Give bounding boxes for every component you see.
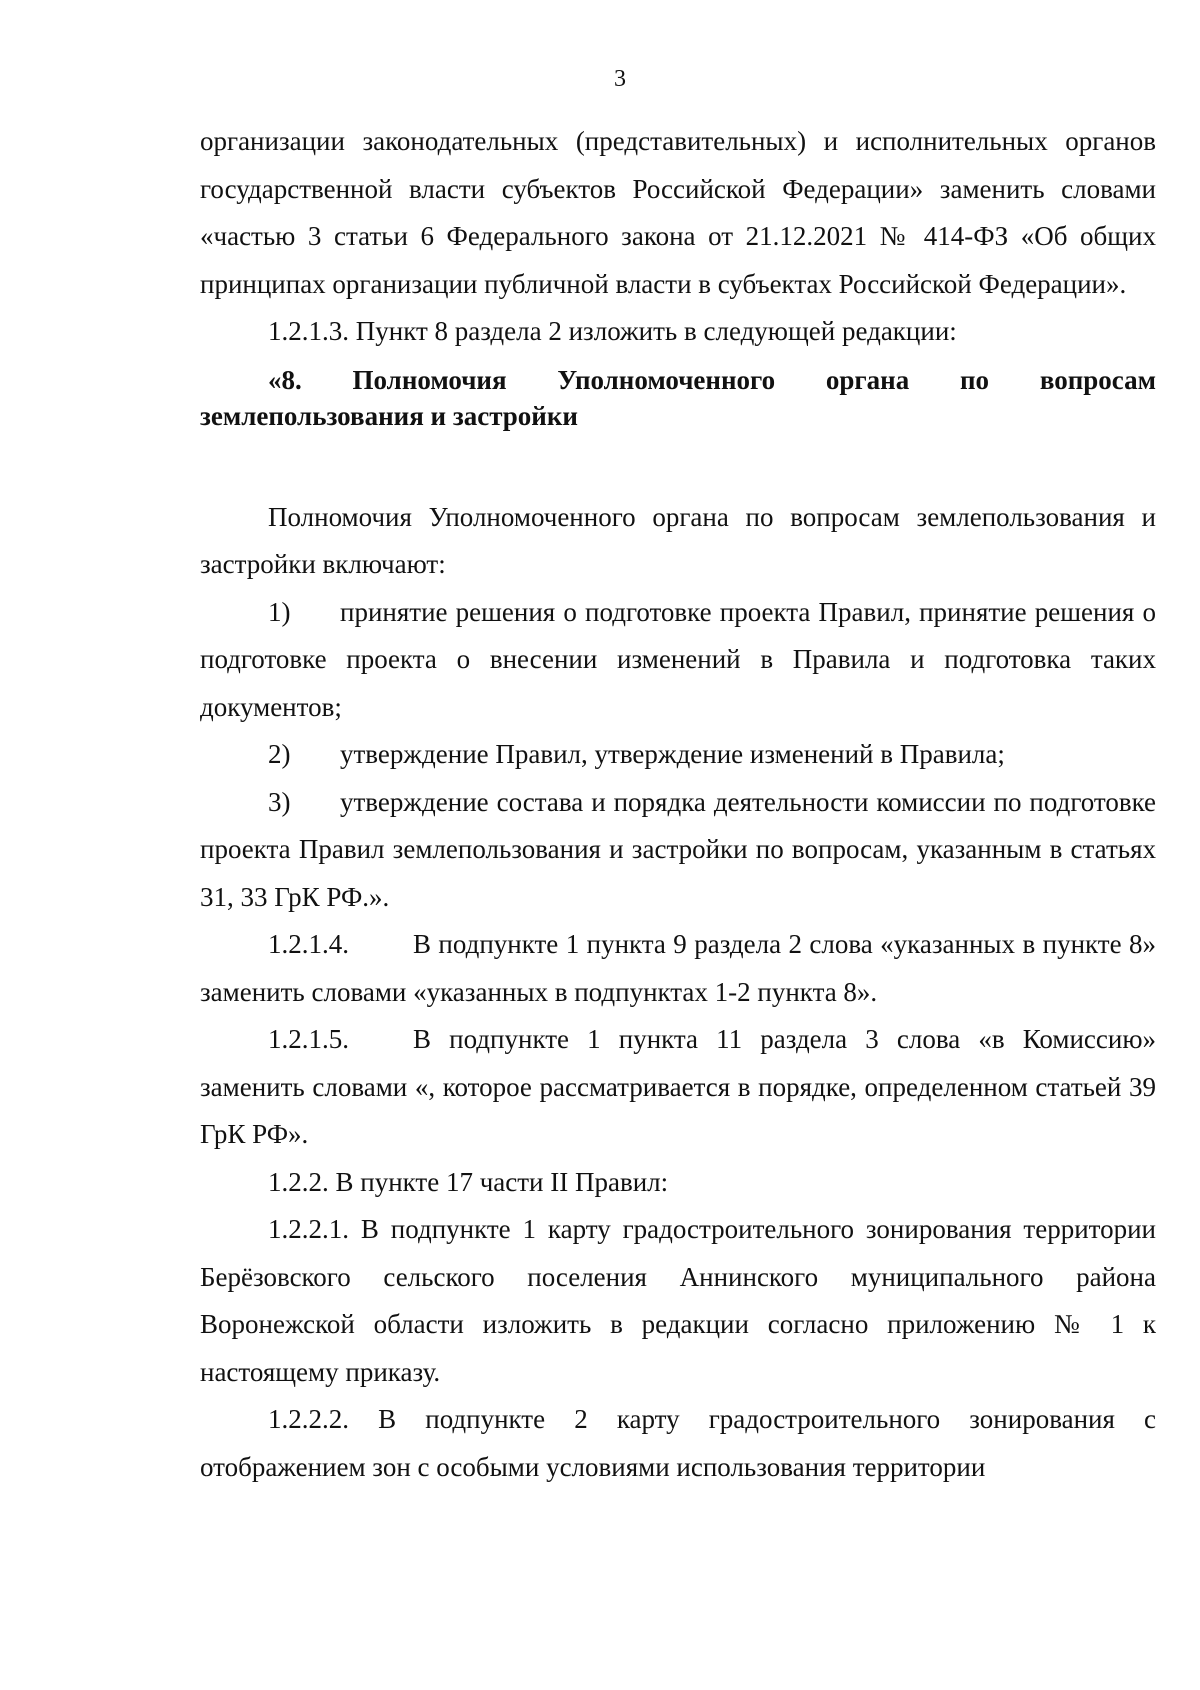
document-body [200,118,1156,1491]
list-item-number: 1) [268,596,291,627]
list-item-1 [200,589,1156,732]
paragraph-1-2-2: 1.2.2. В пункте 17 части II Правил: [268,1166,669,1197]
clause-text: В подпункте 1 пункта 9 раздела 2 слова «указанных в пункте 8» заменить словами «указанных в подпунктах 1-2 пункта 8». [200,929,1156,1007]
clause-number: 1.2.1.4. [268,929,349,959]
section-heading: «8. Полномочия Уполномоченного органа по вопросам землепользования и застройки [200,364,1156,431]
list-item-3 [200,779,1156,922]
list-item-text: принятие решения о подготовке проекта Правил, принятие решения о подготовке проекта о внесении изменений в Правила и подготовка таких документов; [200,596,1156,722]
list-item-number: 3) [268,786,291,817]
paragraph-1-2-2-2: 1.2.2.2. В подпункте 2 карту градостроительного зонирования с отображением зон с особыми условиями использования территории [200,1404,1156,1482]
paragraph-powers-intro: Полномочия Уполномоченного органа по вопросам землепользования и застройки включают: [200,501,1156,579]
clause-number: 1.2.1.5. [268,1024,349,1054]
paragraph-1-2-1-5 [200,1016,1156,1159]
list-item-2 [200,731,1156,779]
list-item-number: 2) [268,739,291,769]
paragraph-1-2-1-3: 1.2.1.3. Пункт 8 раздела 2 изложить в следующей редакции: [268,316,957,346]
clause-text: В подпункте 1 пункта 11 раздела 3 слова «в Комиссию» заменить словами «, которое рассматривается в порядке, определенном статьей 39 ГрК РФ». [200,1024,1156,1149]
paragraph-1-2-2-1: 1.2.2.1. В подпункте 1 карту градостроительного зонирования территории Берёзовского сельского поселения Аннинского муниципального района Воронежской области изложить в редакции согласно приложению № 1 к настоящему приказу. [200,1214,1156,1387]
list-item-text: утверждение состава и порядка деятельности комиссии по подготовке проекта Правил землепользования и застройки по вопросам, указанным в статьях 31, 33 ГрК РФ.». [200,786,1156,912]
list-item-text: утверждение Правил, утверждение изменений в Правила; [340,739,1005,769]
paragraph-1-2-1-4 [200,921,1156,1016]
paragraph-continuation: организации законодательных (представительных) и исполнительных органов государственной власти субъектов Российской Федерации» заменить словами «частью 3 статьи 6 Федерального закона от 21.12.2021 № 414-ФЗ «Об общих принципах организации публичной власти в субъектах Российской Федерации». [200,126,1156,299]
page-number: 3 [614,66,626,92]
